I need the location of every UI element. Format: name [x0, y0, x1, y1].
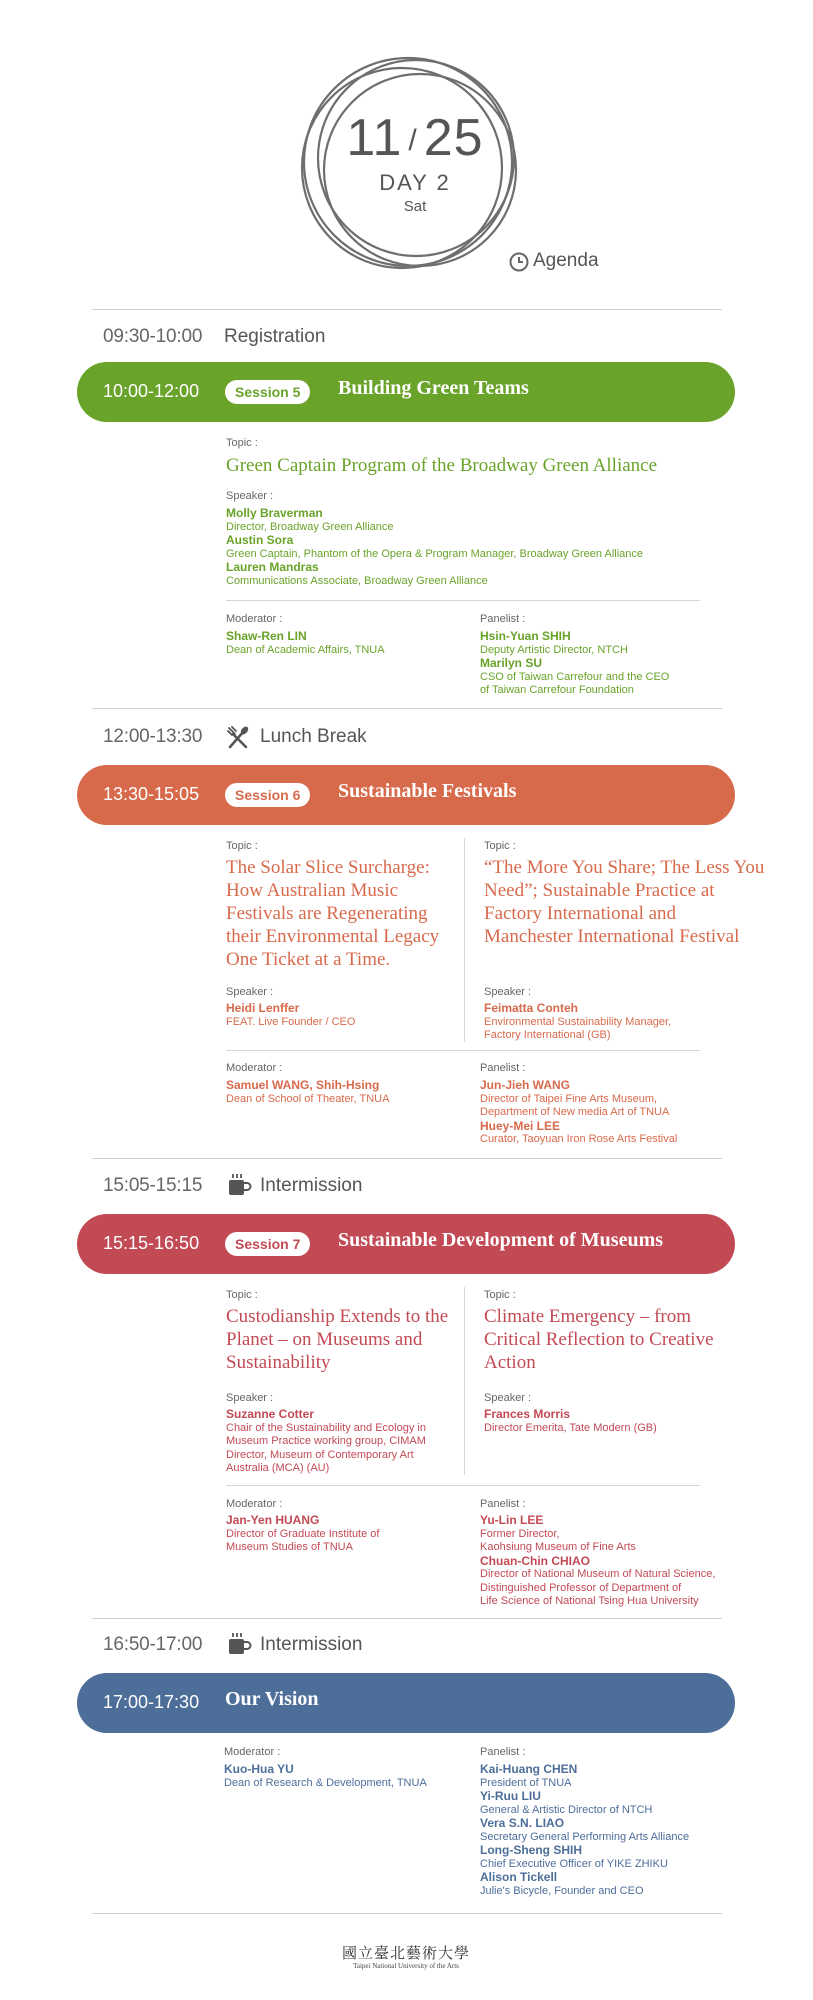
- session7-panelist-label: Panelist :: [480, 1498, 526, 1510]
- divider: [92, 708, 722, 709]
- panelist-role: CSO of Taiwan Carrefour and the CEO of Taiwan Carrefour Foundation: [480, 670, 670, 696]
- session7-topic-left: Custodianship Extends to the Planet – on Museums and Sustainability: [226, 1306, 449, 1373]
- speaker-name: Heidi Lenffer: [226, 1001, 300, 1015]
- weekday-label: Sat: [403, 198, 427, 215]
- session7-topic-right: Climate Emergency – from Critical Reflection to Creative Action: [484, 1306, 714, 1373]
- panelist-name: Hsin-Yuan SHIH: [480, 629, 571, 643]
- panelist-role: Julie's Bicycle, Founder and CEO: [480, 1884, 644, 1897]
- session7-badge: Session 7: [225, 1232, 310, 1256]
- session7-panelists: [480, 1514, 770, 1609]
- session5-title: Building Green Teams: [338, 377, 529, 399]
- session6-speaker-right: [484, 1002, 744, 1043]
- date-slash: /: [408, 124, 418, 158]
- vision-bar: [77, 1673, 735, 1733]
- panelist-name: Chuan-Chin CHIAO: [480, 1553, 590, 1568]
- vision-title: Our Vision: [225, 1688, 319, 1710]
- divider: [92, 1913, 722, 1914]
- session6-moderator: [226, 1079, 466, 1106]
- divider: [226, 600, 700, 601]
- session5-topic-label: Topic :: [226, 437, 258, 449]
- speaker-name: Suzanne Cotter: [226, 1407, 315, 1421]
- panelist-name: Alison Tickell: [480, 1870, 558, 1884]
- panelist-name: Jun-Jieh WANG: [480, 1078, 571, 1092]
- session5-moderator: [226, 630, 466, 657]
- intermission2-label: Intermission: [260, 1634, 363, 1655]
- vision-moderator-label: Moderator :: [224, 1746, 281, 1758]
- moderator-role: Dean of School of Theater, TNUA: [226, 1092, 390, 1105]
- session7-moderator: [226, 1514, 466, 1555]
- divider: [464, 1287, 465, 1475]
- session7-topic-label-left: Topic :: [226, 1289, 258, 1301]
- session7-speaker-left: [226, 1408, 462, 1476]
- moderator-name: Kuo-Hua YU: [224, 1762, 294, 1776]
- session5-panelists: [480, 630, 720, 698]
- moderator-role: Dean of Academic Affairs, TNUA: [226, 643, 385, 656]
- divider: [464, 838, 465, 1042]
- panelist-role: Director of Taipei Fine Arts Museum, Department of New media Art of TNUA: [480, 1092, 670, 1118]
- intermission2-time: 16:50-17:00: [103, 1634, 203, 1655]
- university-logo-cn: 國立臺北藝術大學: [341, 1944, 470, 1962]
- session7-moderator-label: Moderator :: [226, 1498, 283, 1510]
- vision-panelist-label: Panelist :: [480, 1746, 526, 1758]
- divider: [92, 309, 722, 310]
- registration-label: Registration: [224, 326, 326, 347]
- session6-topic-right: “The More You Share; The Less You Need”; Sustainable Practice at Factory International and Manchester International Festival: [484, 857, 765, 947]
- speaker-role: Chair of the Sustainability and Ecology in Museum Practice working group, CIMAM Director, Museum of Contemporary Art Australia (MCA) (AU): [226, 1421, 426, 1474]
- session7-time: 15:15-16:50: [103, 1233, 200, 1253]
- moderator-name: Jan-Yen HUANG: [226, 1513, 320, 1527]
- vision-panelists: [480, 1763, 750, 1898]
- session6-topic-left: The Solar Slice Surcharge: How Australian Music Festivals are Regenerating their Environmental Legacy One Ticket at a Time.: [226, 857, 440, 970]
- date-day: 25: [423, 109, 484, 167]
- divider: [92, 1618, 722, 1619]
- speaker-role: FEAT. Live Founder / CEO: [226, 1015, 356, 1028]
- session6-speaker-left: [226, 1002, 456, 1029]
- speaker-name: Lauren Mandras: [226, 560, 319, 574]
- lunch-time: 12:00-13:30: [103, 726, 203, 747]
- coffee-cup-icon: [226, 1172, 252, 1198]
- session7-topic-label-right: Topic :: [484, 1289, 516, 1301]
- panelist-role: Former Director, Kaohsiung Museum of Fine Arts: [480, 1527, 636, 1553]
- session7-speaker-label-left: Speaker :: [226, 1392, 274, 1404]
- panelist-name: Yi-Ruu LIU: [480, 1789, 541, 1803]
- panelist-role: Secretary General Performing Arts Alliance: [480, 1830, 690, 1843]
- speaker-name: Feimatta Conteh: [484, 1001, 579, 1015]
- speaker-role: Communications Associate, Broadway Green Alliance: [226, 574, 488, 587]
- registration-time: 09:30-10:00: [103, 326, 203, 347]
- session6-bar: [77, 765, 735, 825]
- utensils-icon: [226, 725, 250, 749]
- session5-moderator-label: Moderator :: [226, 613, 283, 625]
- session6-topic-label-left: Topic :: [226, 840, 258, 852]
- panelist-name: Long-Sheng SHIH: [480, 1843, 582, 1857]
- speaker-name: Austin Sora: [226, 533, 294, 547]
- agenda-label: Agenda: [533, 250, 599, 271]
- session5-time: 10:00-12:00: [103, 381, 200, 401]
- speaker-name: Frances Morris: [484, 1407, 571, 1421]
- session7-title: Sustainable Development of Museums: [338, 1229, 664, 1251]
- session6-title: Sustainable Festivals: [338, 780, 517, 802]
- panelist-name: Marilyn SU: [480, 656, 543, 670]
- panelist-role: General & Artistic Director of NTCH: [480, 1803, 653, 1816]
- speaker-role: Environmental Sustainability Manager, Factory International (GB): [484, 1015, 672, 1041]
- moderator-role: Director of Graduate Institute of Museum Studies of TNUA: [226, 1527, 380, 1553]
- panelist-name: Huey-Mei LEE: [480, 1118, 561, 1133]
- session5-topic: Green Captain Program of the Broadway Green Alliance: [226, 455, 658, 476]
- panelist-role: President of TNUA: [480, 1776, 572, 1789]
- session5-panelist-label: Panelist :: [480, 613, 526, 625]
- day-label: DAY 2: [379, 170, 451, 195]
- intermission1-time: 15:05-15:15: [103, 1175, 203, 1196]
- session5-bar: [77, 362, 735, 422]
- speaker-name: Molly Braverman: [226, 506, 323, 520]
- panelist-role: Director of National Museum of Natural Science, Distinguished Professor of Department of Life Science of National Tsing Hua University: [480, 1568, 716, 1607]
- date-month: 11: [346, 109, 403, 167]
- session7-speaker-label-right: Speaker :: [484, 1392, 532, 1404]
- coffee-cup-icon: [226, 1631, 252, 1657]
- panelist-name: Vera S.N. LIAO: [480, 1816, 565, 1830]
- panelist-role: Chief Executive Officer of YIKE ZHIKU: [480, 1857, 668, 1870]
- session6-moderator-label: Moderator :: [226, 1062, 283, 1074]
- clock-icon: [509, 252, 529, 272]
- vision-moderator: [224, 1763, 464, 1790]
- vision-time: 17:00-17:30: [103, 1692, 200, 1712]
- divider: [92, 1158, 722, 1159]
- session7-speaker-right: [484, 1408, 744, 1435]
- date-display: [330, 108, 500, 168]
- divider: [226, 1485, 700, 1486]
- moderator-role: Dean of Research & Development, TNUA: [224, 1776, 427, 1789]
- session7-bar: [77, 1214, 735, 1274]
- session6-panelists: [480, 1079, 740, 1147]
- panelist-role: Curator, Taoyuan Iron Rose Arts Festival: [480, 1133, 678, 1145]
- session5-badge: Session 5: [225, 380, 310, 404]
- session6-time: 13:30-15:05: [103, 784, 200, 804]
- speaker-role: Director Emerita, Tate Modern (GB): [484, 1421, 657, 1434]
- university-logo-en: Taipei National University of the Arts: [353, 1962, 459, 1970]
- panelist-name: Yu-Lin LEE: [480, 1513, 544, 1527]
- intermission1-label: Intermission: [260, 1175, 363, 1196]
- panelist-role: Deputy Artistic Director, NTCH: [480, 643, 628, 656]
- speaker-role: Green Captain, Phantom of the Opera & Program Manager, Broadway Green Alliance: [226, 547, 644, 560]
- divider: [226, 1050, 700, 1051]
- lunch-label: Lunch Break: [260, 726, 367, 747]
- session5-speaker-label: Speaker :: [226, 490, 274, 502]
- speaker-role: Director, Broadway Green Alliance: [226, 520, 394, 533]
- moderator-name: Shaw-Ren LIN: [226, 629, 307, 643]
- session6-speaker-label-right: Speaker :: [484, 986, 532, 998]
- session6-badge: Session 6: [225, 783, 310, 807]
- session6-speaker-label-left: Speaker :: [226, 986, 274, 998]
- session6-panelist-label: Panelist :: [480, 1062, 526, 1074]
- session6-topic-label-right: Topic :: [484, 840, 516, 852]
- moderator-name: Samuel WANG, Shih-Hsing: [226, 1078, 380, 1092]
- panelist-name: Kai-Huang CHEN: [480, 1762, 578, 1776]
- session5-speakers: [226, 507, 726, 588]
